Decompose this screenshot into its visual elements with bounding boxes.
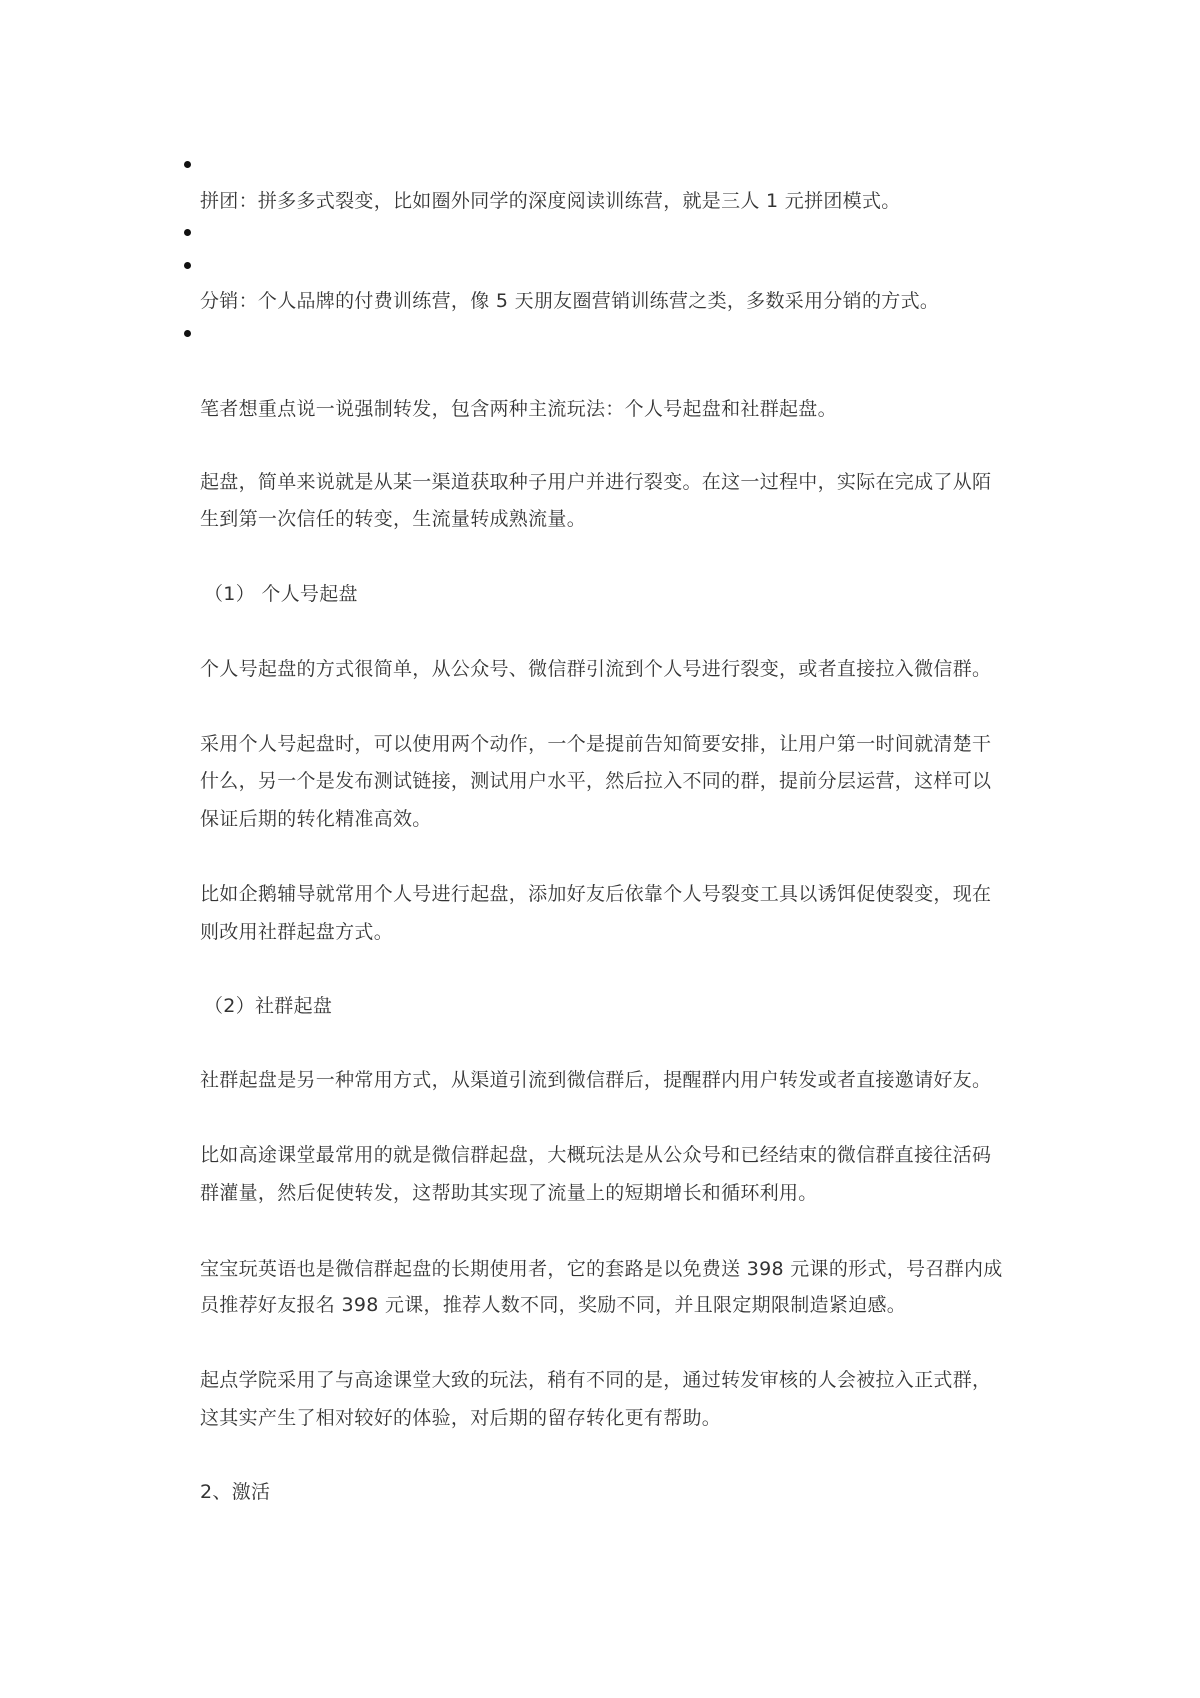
list-bullet [184,229,191,236]
paragraph-qipan-definition: 起盘，简单来说就是从某一渠道获取种子用户并进行裂变。在这一过程中，实际在完成了从陌 [200,471,992,493]
list-item-pintuan: 拼团：拼多多式裂变，比如圈外同学的深度阅读训练营，就是三人 1 元拼团模式。 [200,190,901,212]
paragraph-personal-2: 保证后期的转化精准高效。 [200,808,432,830]
paragraph-group-2: 群灌量，然后促使转发，这帮助其实现了流量上的短期增长和循环利用。 [200,1182,818,1204]
paragraph-personal-2: 什么，另一个是发布测试链接，测试用户水平，然后拉入不同的群，提前分层运营，这样可以 [200,770,992,792]
list-bullet [184,262,191,269]
list-item-fenxiao: 分销：个人品牌的付费训练营，像 5 天朋友圈营销训练营之类，多数采用分销的方式。 [200,290,940,312]
list-bullet [184,161,191,168]
list-bullet [184,330,191,337]
paragraph-personal-3: 则改用社群起盘方式。 [200,921,394,943]
paragraph-group-4: 起点学院采用了与高途课堂大致的玩法，稍有不同的是，通过转发审核的人会被拉入正式群， [200,1369,992,1391]
paragraph-intro: 笔者想重点说一说强制转发，包含两种主流玩法：个人号起盘和社群起盘。 [200,398,837,420]
paragraph-group-3: 员推荐好友报名 398 元课，推荐人数不同，奖励不同，并且限定期限制造紧迫感。 [200,1294,907,1316]
paragraph-qipan-definition: 生到第一次信任的转变，生流量转成熟流量。 [200,508,587,530]
paragraph-personal-1: 个人号起盘的方式很简单，从公众号、微信群引流到个人号进行裂变，或者直接拉入微信群。 [200,658,992,680]
paragraph-group-3: 宝宝玩英语也是微信群起盘的长期使用者，它的套路是以免费送 398 元课的形式，号召群内成 [200,1258,1003,1280]
heading-personal-qipan: （1） 个人号起盘 [204,583,358,605]
paragraph-personal-3: 比如企鹅辅导就常用个人号进行起盘，添加好友后依靠个人号裂变工具以诱饵促使裂变，现在 [200,883,992,905]
paragraph-group-1: 社群起盘是另一种常用方式，从渠道引流到微信群后，提醒群内用户转发或者直接邀请好友。 [200,1069,992,1091]
paragraph-personal-2: 采用个人号起盘时，可以使用两个动作，一个是提前告知简要安排，让用户第一时间就清楚干 [200,733,992,755]
paragraph-group-2: 比如高途课堂最常用的就是微信群起盘，大概玩法是从公众号和已经结束的微信群直接往活码 [200,1144,992,1166]
heading-activation: 2、激活 [200,1481,271,1503]
heading-group-qipan: （2）社群起盘 [204,995,333,1017]
paragraph-group-4: 这其实产生了相对较好的体验，对后期的留存转化更有帮助。 [200,1407,722,1429]
